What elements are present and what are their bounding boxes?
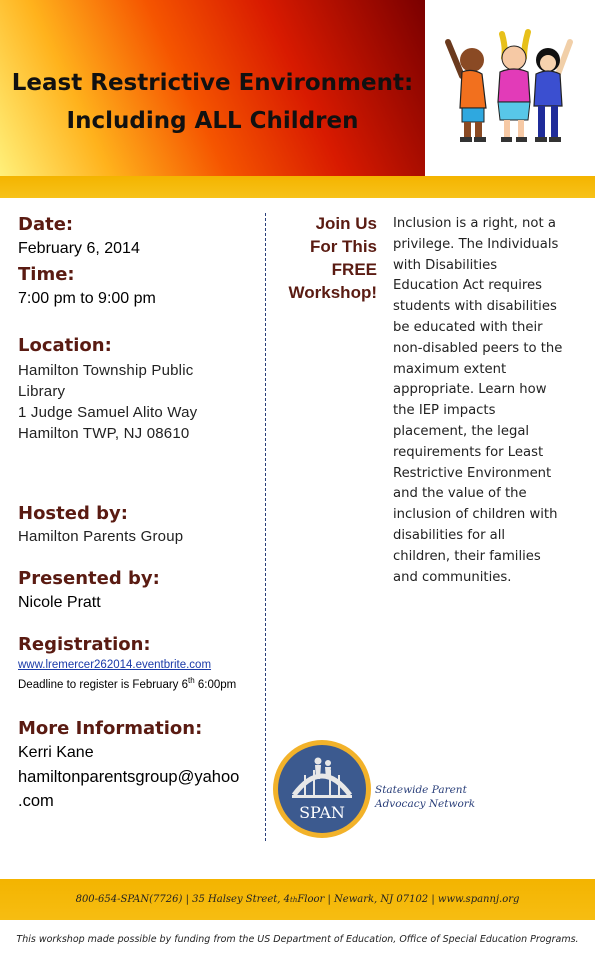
workshop-description: Inclusion is a right, not a privilege. The Individuals with Disabilities Education Act requires students with disabilities be educated with their non-disabled peers to the maximum extent appropriate. Learn how the IEP impacts placement, the legal requirements for Least Restrictive Environment and the value of the inclusion of children with disabilities for all children, their families and communities.	[393, 216, 563, 585]
location-line: Hamilton TWP, NJ 08610	[18, 425, 190, 442]
join-callout	[272, 212, 377, 304]
span-organization-name	[375, 783, 475, 811]
registration-link[interactable]: www.lremercer262014.eventbrite.com	[18, 659, 212, 671]
callout-line: Workshop!	[288, 283, 377, 302]
kid-right	[534, 42, 570, 142]
contact-email-line: .com	[18, 791, 54, 810]
footer-contact-band	[0, 879, 595, 920]
kid-middle	[498, 32, 530, 142]
more-info-label: More Information:	[18, 717, 203, 739]
org-name-line: Statewide Parent	[375, 784, 467, 796]
contact-email-line: hamiltonparentsgroup@yahoo	[18, 767, 240, 786]
footer-floor-ordinal: th	[290, 895, 298, 904]
registration-label: Registration:	[18, 634, 151, 655]
callout-line: Join Us	[315, 214, 377, 233]
column-divider	[265, 213, 266, 841]
accent-band-top	[0, 176, 595, 198]
deadline-ordinal: th	[188, 676, 195, 685]
kid-left	[448, 42, 486, 142]
logo-acronym: SPAN	[299, 803, 345, 822]
date-value: February 6, 2014	[18, 240, 140, 257]
location-line: 1 Judge Samuel Alito Way	[18, 404, 198, 421]
date-label: Date:	[18, 214, 74, 235]
location-address	[18, 360, 273, 444]
footer-contact-text: 800-654-SPAN(7726) | 35 Halsey Street, 4	[75, 894, 291, 905]
location-label: Location:	[18, 335, 112, 356]
org-name-line: Advocacy Network	[375, 798, 476, 810]
location-line: Library	[18, 383, 66, 400]
presented-by-label: Presented by:	[18, 568, 160, 589]
title-line-2: Including ALL Children	[66, 108, 359, 134]
footer-contact-rest: Floor | Newark, NJ 07102 | www.spannj.org	[297, 894, 520, 905]
contact-name: Kerri Kane	[18, 743, 94, 761]
page-title	[0, 64, 425, 140]
funding-note: This workshop made possible by funding from the US Department of Education, Office of Special Education Programs.	[16, 934, 579, 945]
event-details	[18, 213, 273, 813]
hosted-by-label: Hosted by:	[18, 503, 128, 524]
contact-email[interactable]	[18, 765, 273, 813]
title-line-1: Least Restrictive Environment:	[11, 70, 414, 96]
registration-deadline	[18, 673, 273, 693]
deadline-text: Deadline to register is February 6	[18, 678, 189, 691]
presented-by-value: Nicole Pratt	[18, 594, 101, 611]
span-logo	[272, 739, 372, 839]
deadline-time: 6:00pm	[194, 678, 237, 691]
callout-line: FREE	[331, 260, 377, 279]
callout-line: For This	[309, 237, 377, 256]
time-value: 7:00 pm to 9:00 pm	[18, 290, 156, 307]
location-line: Hamilton Township Public	[18, 362, 194, 379]
time-label: Time:	[18, 264, 75, 285]
hosted-by-value: Hamilton Parents Group	[18, 528, 184, 545]
header	[0, 0, 595, 176]
children-illustration	[440, 28, 580, 148]
